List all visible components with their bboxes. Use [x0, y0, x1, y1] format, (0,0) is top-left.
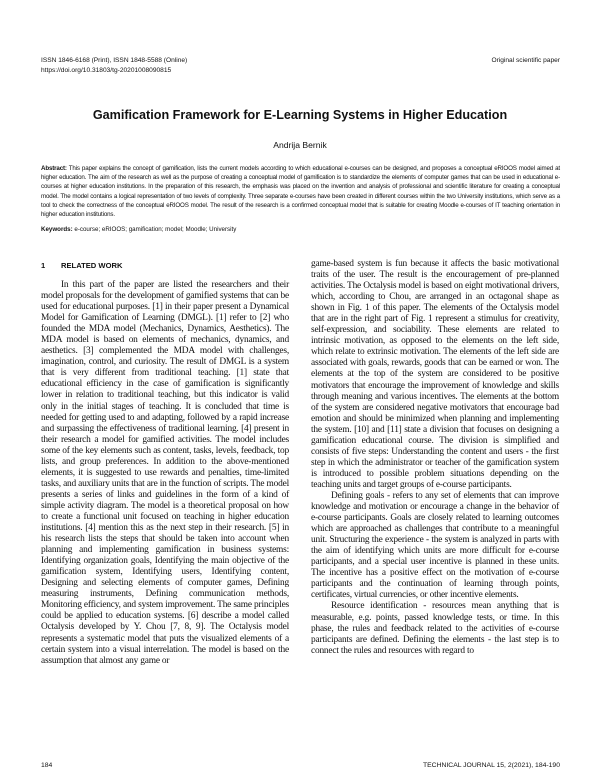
right-column	[311, 259, 559, 657]
journal-citation: TECHNICAL JOURNAL 15, 2(2021), 184-190	[422, 762, 560, 769]
right-column-paragraph: Resource identification - resources mean anything that is measurable, e.g. points, passed knowledge tests, or time. In this phase, the rules and feedback related to the activities of e-course participants are defined. Defining the elements - the last step is to connect the rules and resources with regard to	[311, 601, 559, 656]
author-name: Andrija Bernik	[273, 140, 327, 150]
section-number: 1	[41, 261, 46, 270]
abstract-label: Abstract:	[41, 165, 67, 172]
keywords	[41, 225, 560, 234]
paper-type-label: Original scientific paper	[491, 57, 560, 64]
doi-link[interactable]: https://doi.org/10.31803/tg-20201008090815	[41, 66, 172, 74]
right-column-paragraph: game-based system is fun because it affects the basic motivational traits of the user. The result is the encouragement of pre-planned activities. The Octalysis model is based on eight motivational drivers, which, according to Chou, are arranged in an octagonal shape as shown in Fig. 1 of this paper. The elements of the Octalysis model that are in the right part of Fig. 1 represent a stimulus for creativity, self-expression, and sociability. These elements are related to intrinsic motivation, as opposed to the elements on the left side, which relate to extrinsic motivation. The elements of the left side are associated with goals, rewards, goods that can be earned or won. The elements at the top of the system are considered to be positive motivators that encourage the improvement of knowledge and skills through meaning and various incentives. The elements at the bottom of the system are considered negative motivators that encourage bad emotion and should be minimized when planning and implementing the system. [10] and [11] state a division that focuses on designing a gamification educational course. The division is simplified and consists of five steps: Understanding the content and users - the first step in which the administrator or teacher of the gamification system is introduced to possible problem situations depending on the teaching units and target groups of e-course participants.	[311, 259, 559, 490]
keywords-text: e-course; eRIOOS; gamification; model; Moodle; University	[74, 226, 237, 233]
section-title: RELATED WORK	[61, 261, 123, 270]
issn-line: ISSN 1846-6168 (Print), ISSN 1848-5588 (Online)	[41, 57, 188, 64]
paper-title: Gamification Framework for E-Learning Systems in Higher Education	[92, 108, 508, 122]
page-number: 184	[41, 762, 53, 769]
left-column-text: In this part of the paper are listed the researchers and their model proposals for the development of gamified systems that can be used for educational purposes. [1] in their paper present a Dynamical Model for Gamification of Learning (DMGL). [1] refer to [2] who founded the MDA model (Mechanics, Dynamics, Aesthetics). The MDA model is based on elements of mechanics, dynamics, and aesthetics. [3] complemented the MDA model with challenges, imagination, control, and curiosity. The result of DMGL is a system that is very different from traditional teaching. [1] state that educational efficiency in the case of gamification is significantly lower in relation to traditional teaching, but this indicator is valid only in the initial stages of teaching. It is concluded that time is needed for getting used to and adapting, followed by a rapid increase and surpassing the effectiveness of traditional learning. [4] present in their research a model for gamified activities. The model includes some of the key elements such as content, tasks, levels, feedback, top lists, and group preferences. In addition to the above-mentioned elements, it is suggested to use rewards and penalties, time-limited tasks, and auxiliary units that are in the function of scripts. The model presents a series of links and guidelines in the form of a kind of simple activity diagram. The model is a theoretical proposal on how to create a functional unit focused on teaching in higher education institutions. [4] mention this as the next step in their research. [5] in his research lists the steps that should be taken into account when planning and implementing gamification in business systems: Identifying organization goals, Identifying the main objective of the gamification system, Identifying users, Identifying content, Designing and selecting elements of computer games, Defining measuring instruments, Defining communication methods, Monitoring efficiency, and system improvement. The same principles could be applied to education systems. [6] describe a model called Octalysis developed by Y. Chou [7, 8, 9]. The Octalysis model represents a systematic model that puts the visualized elements of a certain system into a visual interrelation. The model is based on the assumption that almost any game or	[41, 280, 289, 666]
section-heading	[41, 261, 122, 270]
abstract	[41, 164, 560, 219]
keywords-label: Keywords:	[41, 226, 73, 233]
header-identifiers	[41, 56, 187, 75]
right-column-paragraph: Defining goals - refers to any set of elements that can improve knowledge and motivation or encourage a change in the behavior of e-course participants. Goals are closely related to learning outcomes which are approached as challenges that contribute to a meaningful unit. Structuring the experience - the system is analyzed in parts with the aim of identifying which units are more difficult for e-course participants, and a special user incentive is planned in these units. The incentive has a positive effect on the motivation of e-course participants and the continuation of learning through points, certificates, virtual currencies, or other incentive elements.	[311, 490, 559, 601]
abstract-text: This paper explains the concept of gamification, lists the current models according to which educational e-courses can be designed, and proposes a conceptual eRIOOS model aimed at higher education. The aim of the research as well as the purpose of creating a conceptual model of gamification is to standardize the elements of computer games that can be used in educational e-courses at higher education institutions. In the preparation of this research, the emphasis was placed on the invention and analysis of professional and scientific literature for creating a conceptual model. The model contains a logical representation of two levels of complexity. Three separate e-courses have been created in different courses within the two University institutions, which serve as a tool to check the correctness of the conceptual eRIOOS model. The result of the research is a confirmed conceptual model that is suitable for creating Moodle e-courses of IT teaching orientation in higher education institutions.	[41, 165, 560, 219]
